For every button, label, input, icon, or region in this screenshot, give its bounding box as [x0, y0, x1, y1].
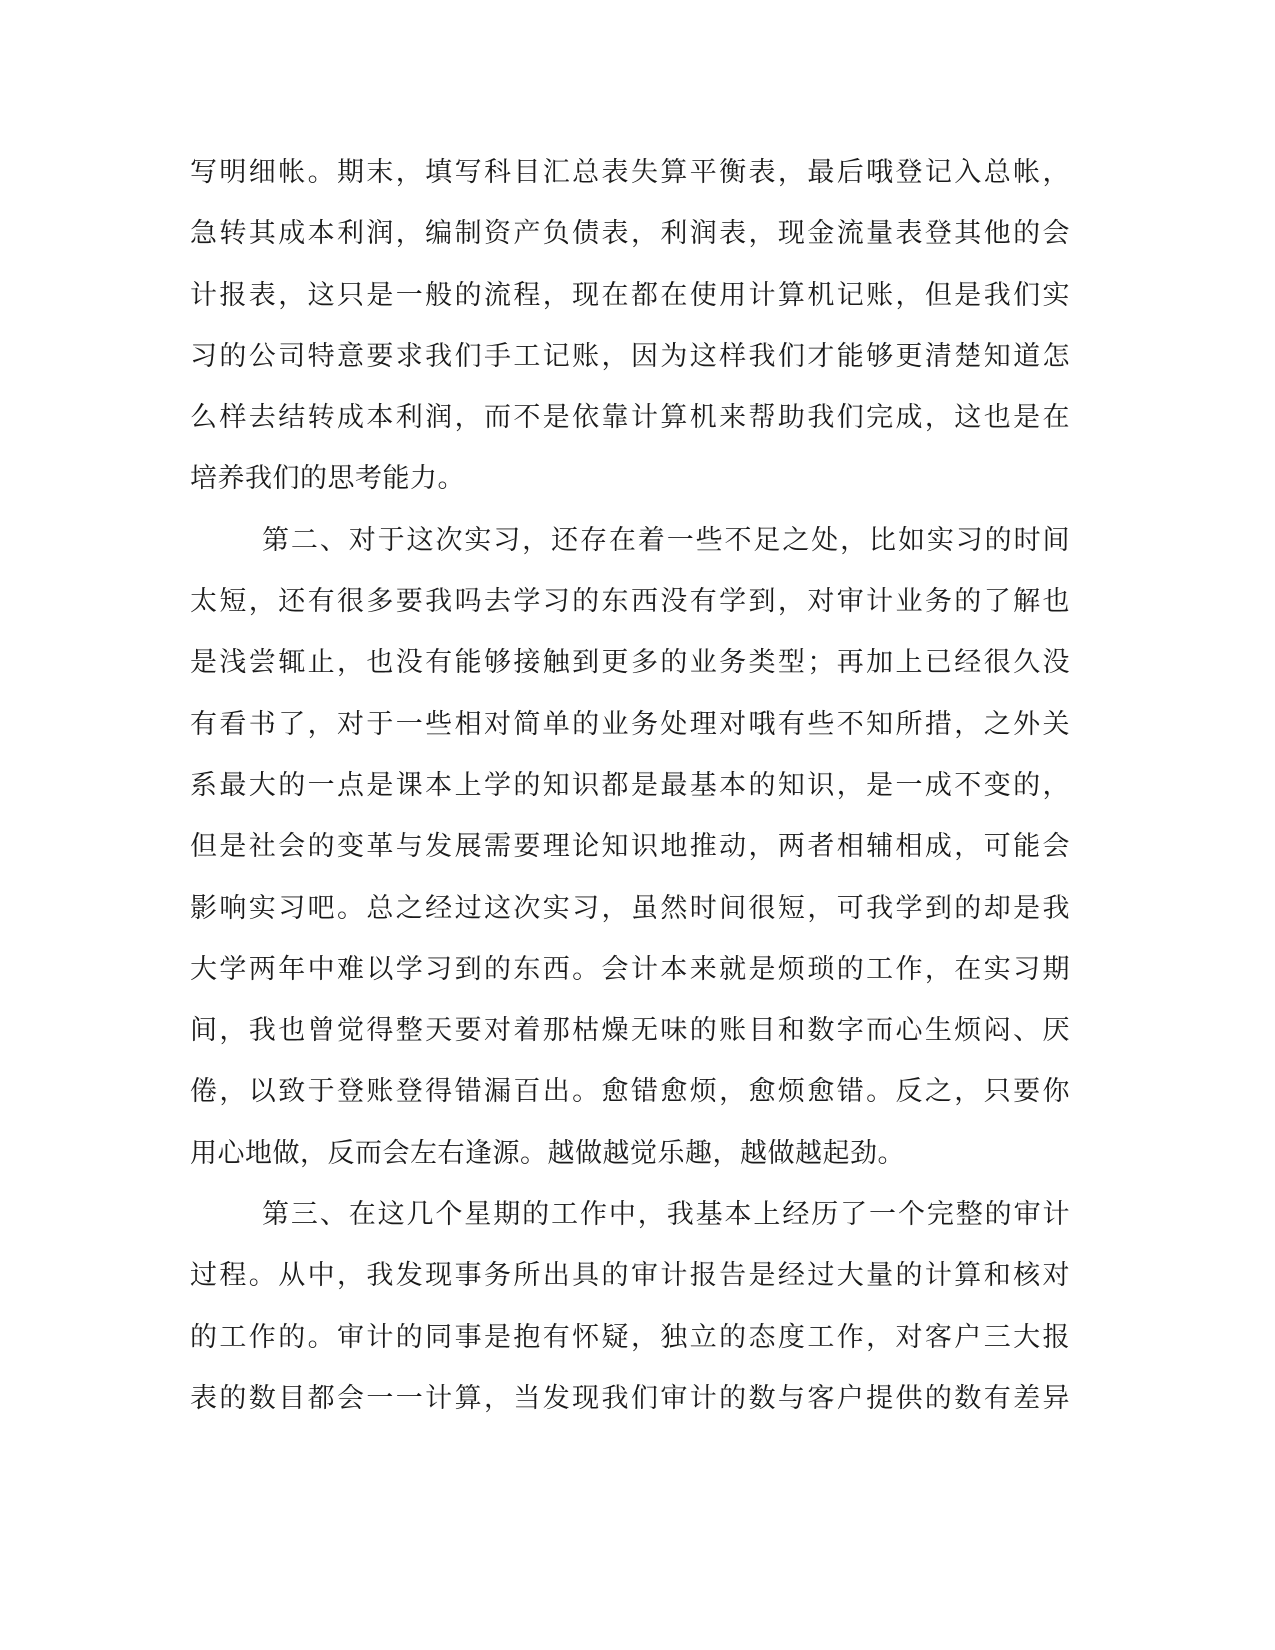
- text-line: 大学两年中难以学习到的东西。会计本来就是烦琐的工作，在实习期: [190, 953, 1070, 985]
- text-line: 用心地做，反而会左右逢源。越做越觉乐趣，越做越起劲。: [190, 1137, 905, 1169]
- text-line: 倦，以致于登账登得错漏百出。愈错愈烦，愈烦愈错。反之，只要你: [190, 1076, 1070, 1108]
- text-line: 有看书了，对于一些相对简单的业务处理对哦有些不知所措，之外关: [190, 708, 1070, 740]
- text-line: 但是社会的变革与发展需要理论知识地推动，两者相辅相成，可能会: [190, 831, 1070, 863]
- text-line: 过程。从中，我发现事务所出具的审计报告是经过大量的计算和核对: [190, 1260, 1070, 1292]
- text-line: 么样去结转成本利润，而不是依靠计算机来帮助我们完成，这也是在: [190, 402, 1070, 434]
- paragraph-start-line: 第三、在这几个星期的工作中，我基本上经历了一个完整的审计: [262, 1199, 1070, 1231]
- text-line: 习的公司特意要求我们手工记账，因为这样我们才能够更清楚知道怎: [190, 340, 1070, 372]
- paragraph-start-line: 第二、对于这次实习，还存在着一些不足之处，比如实习的时间: [262, 524, 1070, 556]
- text-line: 表的数目都会一一计算，当发现我们审计的数与客户提供的数有差异: [190, 1382, 1070, 1414]
- text-line: 是浅尝辄止，也没有能够接触到更多的业务类型；再加上已经很久没: [190, 647, 1070, 679]
- text-line: 培养我们的思考能力。: [190, 463, 465, 495]
- text-line: 的工作的。审计的同事是抱有怀疑，独立的态度工作，对客户三大报: [190, 1321, 1070, 1353]
- text-line: 急转其成本利润，编制资产负债表，利润表，现金流量表登其他的会: [190, 218, 1070, 250]
- text-line: 间，我也曾觉得整天要对着那枯燥无味的账目和数字而心生烦闷、厌: [190, 1015, 1070, 1047]
- text-line: 太短，还有很多要我吗去学习的东西没有学到，对审计业务的了解也: [190, 586, 1070, 618]
- body-text: [190, 142, 1070, 1429]
- text-line: 系最大的一点是课本上学的知识都是最基本的知识，是一成不变的，: [190, 769, 1070, 801]
- text-line: 影响实习吧。总之经过这次实习，虽然时间很短，可我学到的却是我: [190, 892, 1070, 924]
- text-line: 计报表，这只是一般的流程，现在都在使用计算机记账，但是我们实: [190, 279, 1070, 311]
- text-line: 写明细帐。期末，填写科目汇总表失算平衡表，最后哦登记入总帐，: [190, 157, 1070, 188]
